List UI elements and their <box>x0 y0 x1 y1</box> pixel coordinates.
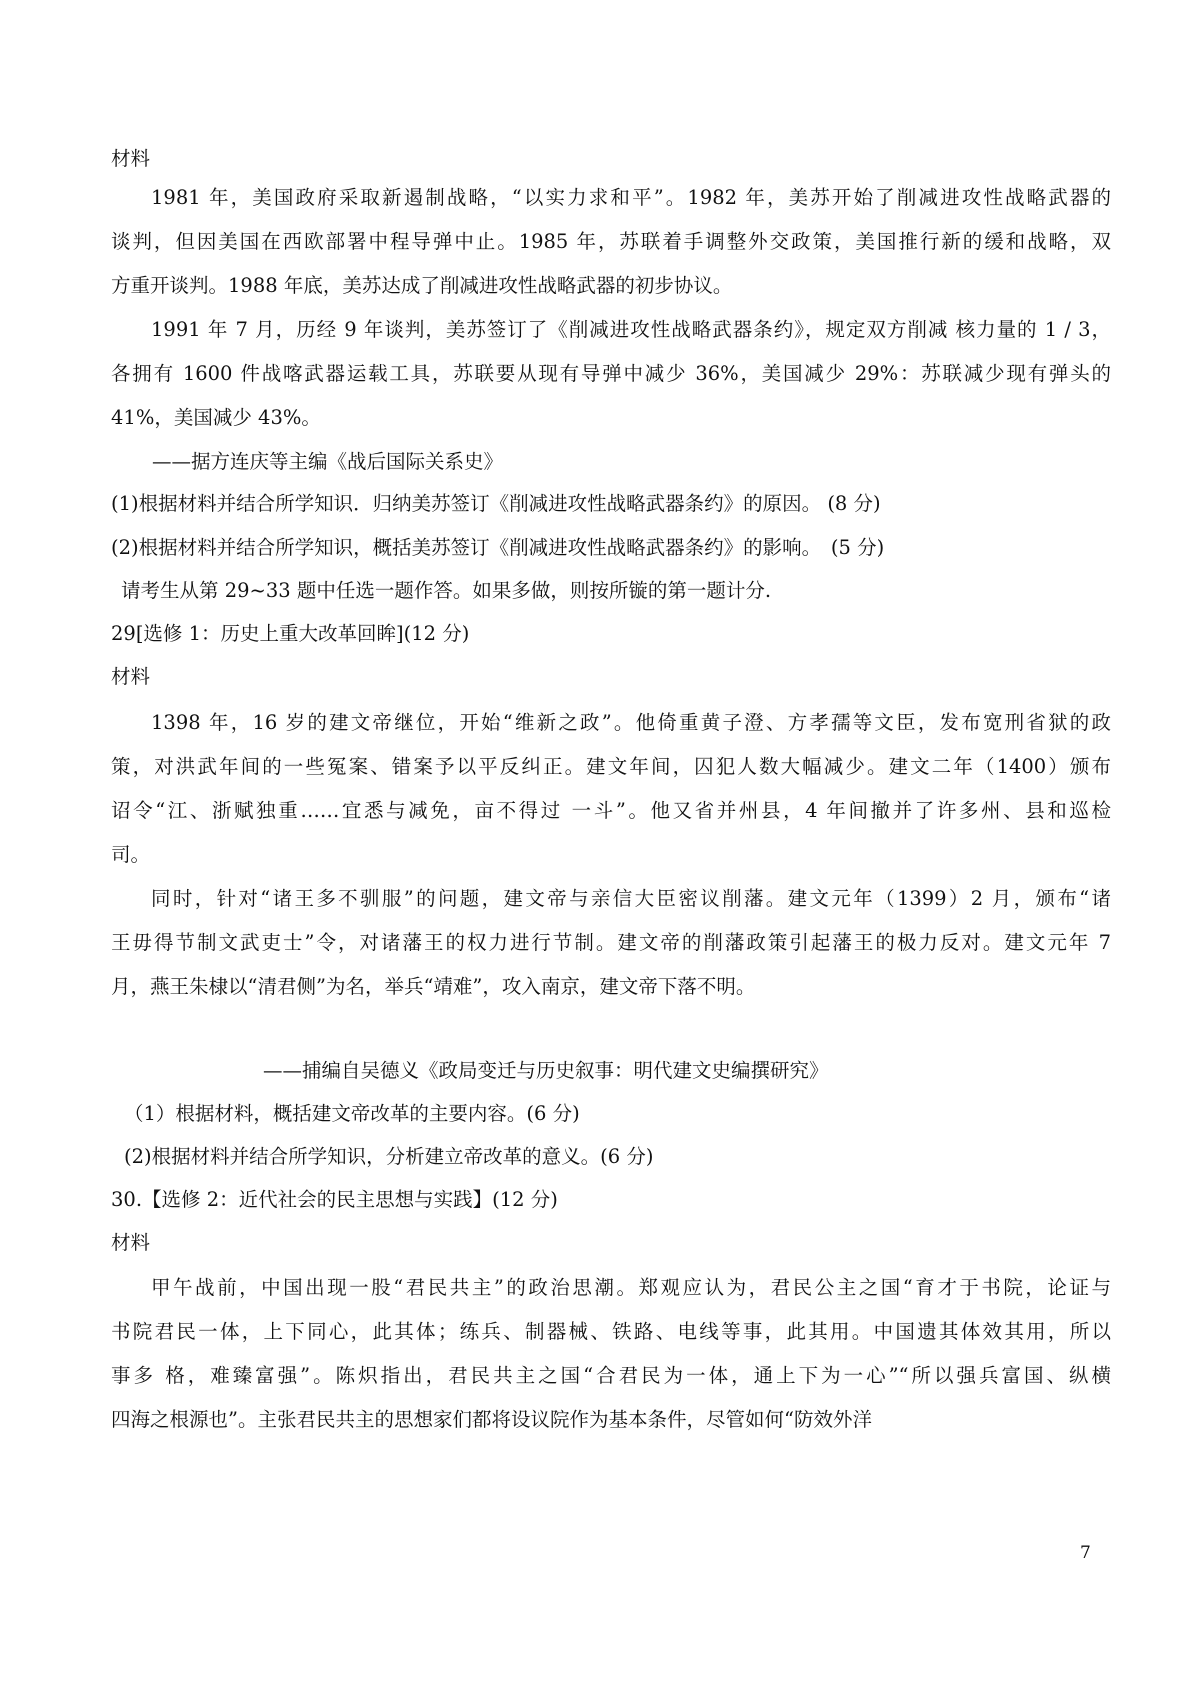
paragraph-line: 方重开谈判。1988 年底，美苏达成了削减进攻性战略武器的初步协议。 <box>111 274 733 297</box>
paragraph-line: 同时，针对“诸王多不驯服”的问题，建文帝与亲信大臣密议削藩。建文元年（1399）2 月，颁布“诸 <box>151 887 1111 910</box>
material-label: 材料 <box>111 147 151 170</box>
paragraph-line: 谈判，但因美国在西欧部署中程导弹中止。1985 年，苏联着手调整外交政策，美国推行新的缓和战略，双 <box>111 230 1111 253</box>
paragraph-line: 四海之根源也”。主张君民共主的思想家们都将设议院作为基本条件，尽管如何“防效外洋 <box>111 1408 872 1431</box>
paragraph-line: 司。 <box>111 843 151 866</box>
question-item: (2)根据材料并结合所学知识，概括美苏签订《削减进攻性战略武器条约》的影响。 (5 分) <box>111 536 885 559</box>
question-item: (2)根据材料并结合所学知识，分析建立帝改革的意义。(6 分) <box>124 1145 654 1168</box>
source-citation: ——据方连庆等主编《战后国际关系史》 <box>152 450 504 473</box>
question-item: (1)根据材料并结合所学知识．归纳美苏签订《削减进攻性战略武器条约》的原因。 (8 分) <box>111 492 881 515</box>
paragraph-line: 各拥有 1600 件战喀武器运载工具，苏联要从现有导弹中减少 36%，美国减少 29%：苏联减少现有弹头的 <box>111 362 1111 385</box>
question-title: 29[选修 1：历史上重大改革回眸](12 分) <box>111 622 470 645</box>
paragraph-line: 41%，美国减少 43%。 <box>111 406 321 429</box>
paragraph-line: 策，对洪武年间的一些冤案、错案予以平反纠正。建文年间，囚犯人数大幅减少。建文二年（1400）颁布 <box>111 755 1111 778</box>
material-label: 材料 <box>111 665 151 688</box>
paragraph-line: 1991 年 7 月，历经 9 年谈判，美苏签订了《削减进攻性战略武器条约》，规定双方削减 核力量的 1 / 3， <box>151 318 1111 341</box>
question-title: 30.【选修 2：近代社会的民主思想与实践】(12 分) <box>111 1188 558 1211</box>
paragraph-line: 诏令“江、浙赋独重……宜悉与减免，亩不得过 一斗”。他又省并州县，4 年间撤并了许多州、县和巡检 <box>111 799 1111 822</box>
paragraph-line: 1398 年，16 岁的建文帝继位，开始“维新之政”。他倚重黄子澄、方孝孺等文臣，发布宽刑省狱的政 <box>151 711 1111 734</box>
paragraph-line: 书院君民一体，上下同心，此其体；练兵、制器械、铁路、电线等事，此其用。中国遗其体效其用，所以 <box>111 1320 1111 1343</box>
paragraph-line: 月，燕王朱棣以“清君侧”为名，举兵“靖难”，攻入南京，建文帝下落不明。 <box>111 975 756 998</box>
paragraph-line: 1981 年，美国政府采取新遏制战略，“以实力求和平”。1982 年，美苏开始了削减进攻性战略武器的 <box>151 186 1111 209</box>
material-label: 材料 <box>111 1231 151 1254</box>
source-citation: ——捕编自吴德义《政局变迁与历史叙事：明代建文史编撰研究》 <box>263 1059 829 1082</box>
page-number: 7 <box>1080 1543 1091 1563</box>
paragraph-line: 王毋得节制文武吏士”令，对诸藩王的权力进行节制。建文帝的削藩政策引起藩王的极力反对。建文元年 7 <box>111 931 1111 954</box>
instruction-text: 请考生从第 29~33 题中任选一题作答。如果多做，则按所镟的第一题计分. <box>121 579 772 602</box>
paragraph-line: 甲午战前，中国出现一股“君民共主”的政治思潮。郑观应认为，君民公主之国“育才于书院，论证与 <box>151 1276 1111 1299</box>
paragraph-line: 事多 格，难臻富强”。陈炽指出，君民共主之国“合君民为一体，通上下为一心”“所以强兵富国、纵横 <box>111 1364 1111 1387</box>
question-item: （1）根据材料，概括建文帝改革的主要内容。(6 分) <box>124 1102 580 1125</box>
